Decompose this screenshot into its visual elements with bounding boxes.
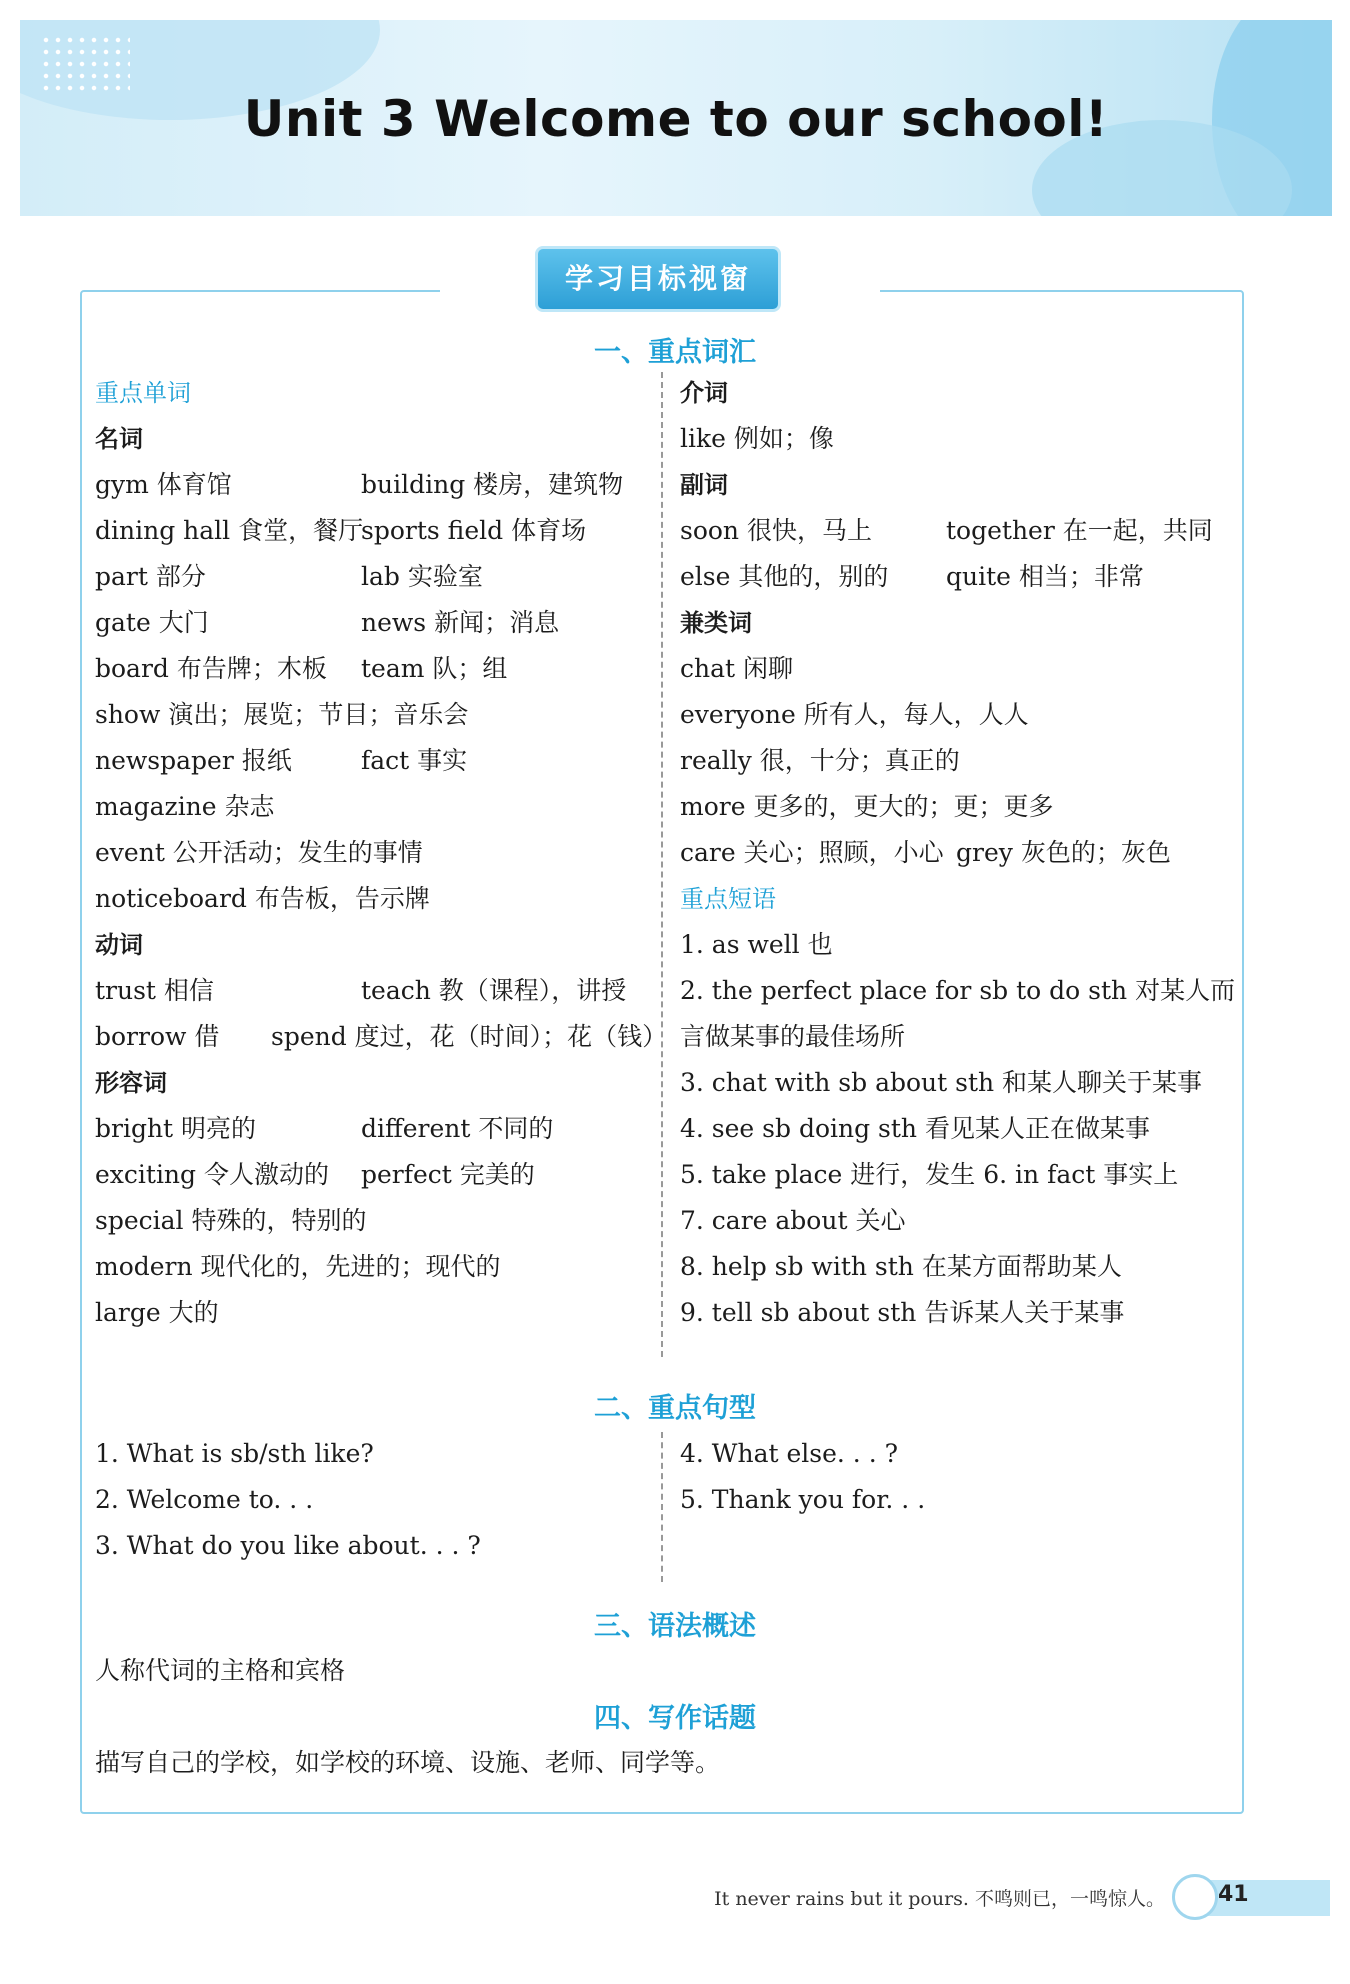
adjective-row <box>95 1290 645 1336</box>
word-entry: chat 闲聊 <box>680 654 794 683</box>
word-entry: fact 事实 <box>361 746 468 775</box>
word-entry: soon 很快，马上 <box>680 516 872 545</box>
writing-topic: 描写自己的学校，如学校的环境、设施、老师、同学等。 <box>95 1748 721 1777</box>
noun-row <box>95 462 645 508</box>
footer-proverb: It never rains but it pours. 不鸣则已，一鸣惊人。 <box>714 1888 1165 1910</box>
adjective-list <box>95 1106 645 1336</box>
word-entry: event 公开活动；发生的事情 <box>95 838 423 867</box>
multi-class-row <box>680 646 1240 692</box>
multi-class-row <box>680 784 1240 830</box>
adjective-row <box>95 1152 645 1198</box>
word-entry: show 演出；展览；节目；音乐会 <box>95 700 469 729</box>
word-entry: gate 大门 <box>95 608 209 637</box>
page-number: 41 <box>1218 1882 1249 1907</box>
phrase-item: 7. care about 关心 <box>680 1206 906 1235</box>
section-title-vocab: 一、重点词汇 <box>594 337 756 368</box>
word-entry: board 布告牌；木板 <box>95 654 327 683</box>
word-entry: lab 实验室 <box>361 562 483 591</box>
word-entry: spend 度过，花（时间）；花（钱） <box>271 1022 668 1051</box>
word-entry: borrow 借 <box>95 1022 220 1051</box>
multi-class-list <box>680 646 1240 876</box>
word-entry: everyone 所有人，每人，人人 <box>680 700 1029 729</box>
subsection-key-words: 重点单词 <box>95 379 191 407</box>
sentences-left <box>95 1431 645 1569</box>
adjective-row <box>95 1198 645 1244</box>
writing-block <box>95 1740 1195 1786</box>
word-entry: trust 相信 <box>95 976 214 1005</box>
word-entry: quite 相当；非常 <box>946 562 1144 591</box>
category-nouns: 名词 <box>95 425 143 453</box>
noun-row <box>95 508 645 554</box>
multi-class-row <box>680 692 1240 738</box>
phrase-item: 9. tell sb about sth 告诉某人关于某事 <box>680 1298 1125 1327</box>
footer-circle-icon <box>1172 1874 1218 1920</box>
word-entry: sports field 体育场 <box>361 516 587 545</box>
section-title-grammar: 三、语法概述 <box>594 1611 756 1642</box>
word-entry: really 很，十分；真正的 <box>680 746 960 775</box>
adjective-row <box>95 1244 645 1290</box>
sentences-right <box>680 1431 1230 1523</box>
word-entry: special 特殊的，特别的 <box>95 1206 367 1235</box>
verb-list <box>95 968 668 1060</box>
adverb-row <box>680 554 1240 600</box>
adjective-row <box>95 1106 645 1152</box>
word-entry: newspaper 报纸 <box>95 746 292 775</box>
word-entry: magazine 杂志 <box>95 792 275 821</box>
phrase-item: 5. take place 进行，发生 6. in fact 事实上 <box>680 1160 1179 1189</box>
word-entry: bright 明亮的 <box>95 1114 257 1143</box>
column-divider <box>661 372 663 1357</box>
multi-class-row <box>680 830 1240 876</box>
word-entry: perfect 完美的 <box>361 1160 535 1189</box>
word-entry: news 新闻；消息 <box>361 608 560 637</box>
word-entry: modern 现代化的，先进的；现代的 <box>95 1252 501 1281</box>
noun-row <box>95 646 645 692</box>
phrase-item: 3. chat with sb about sth 和某人聊关于某事 <box>680 1068 1203 1097</box>
vocab-right-column <box>680 370 1240 1336</box>
sentence-pattern: 5. Thank you for. . . <box>680 1485 926 1514</box>
sentence-pattern: 2. Welcome to. . . <box>95 1485 314 1514</box>
word-entry: large 大的 <box>95 1298 219 1327</box>
verb-row <box>95 968 645 1014</box>
sentence-pattern: 4. What else. . . ? <box>680 1439 898 1468</box>
grammar-summary: 人称代词的主格和宾格 <box>95 1656 346 1685</box>
word-entry: together 在一起，共同 <box>946 516 1213 545</box>
header-banner <box>20 20 1332 216</box>
noun-row <box>95 738 645 784</box>
sentence-pattern: 1. What is sb/sth like? <box>95 1439 374 1468</box>
noun-row <box>95 554 645 600</box>
phrase-list <box>680 922 1240 1336</box>
section-title-sentences: 二、重点句型 <box>594 1393 756 1424</box>
noun-row <box>95 830 645 876</box>
word-entry: care 关心；照顾，小心 <box>680 838 944 867</box>
category-verbs: 动词 <box>95 931 143 959</box>
noun-row <box>95 692 645 738</box>
section-badge: 学习目标视窗 <box>535 246 781 312</box>
vocab-left-column <box>95 370 668 1336</box>
word-entry: team 队；组 <box>361 654 508 683</box>
word-entry: like 例如；像 <box>680 424 834 453</box>
section-title-writing: 四、写作话题 <box>594 1703 756 1734</box>
header-dots <box>40 34 130 94</box>
multi-class-row <box>680 738 1240 784</box>
noun-row <box>95 784 645 830</box>
word-entry: noticeboard 布告板，告示牌 <box>95 884 430 913</box>
column-divider <box>661 1432 663 1582</box>
adverb-row <box>680 508 1240 554</box>
noun-row <box>95 876 645 922</box>
phrase-item: 1. as well 也 <box>680 930 833 959</box>
category-adverbs: 副词 <box>680 471 728 499</box>
phrase-item: 8. help sb with sth 在某方面帮助某人 <box>680 1252 1122 1281</box>
phrase-item: 言做某事的最佳场所 <box>680 1022 906 1051</box>
verb-row <box>95 1014 668 1060</box>
word-entry: more 更多的，更大的；更；更多 <box>680 792 1054 821</box>
word-entry: else 其他的，别的 <box>680 562 889 591</box>
sentence-pattern: 3. What do you like about. . . ? <box>95 1531 481 1560</box>
unit-title: Unit 3 Welcome to our school! <box>243 90 1109 148</box>
word-entry: grey 灰色的；灰色 <box>956 838 1171 867</box>
word-entry: dining hall 食堂，餐厅 <box>95 516 364 545</box>
word-entry: different 不同的 <box>361 1114 554 1143</box>
category-adjectives: 形容词 <box>95 1069 167 1097</box>
adverb-list <box>680 508 1240 600</box>
phrase-item: 4. see sb doing sth 看见某人正在做某事 <box>680 1114 1150 1143</box>
category-prepositions: 介词 <box>680 379 728 407</box>
category-multi-class: 兼类词 <box>680 609 752 637</box>
grammar-block <box>95 1648 1195 1694</box>
phrase-item: 2. the perfect place for sb to do sth 对某人而 <box>680 976 1236 1005</box>
word-entry: part 部分 <box>95 562 206 591</box>
subsection-key-phrases: 重点短语 <box>680 885 776 913</box>
word-entry: exciting 令人激动的 <box>95 1160 329 1189</box>
noun-list <box>95 462 645 922</box>
noun-row <box>95 600 645 646</box>
word-entry: teach 教（课程），讲授 <box>361 976 627 1005</box>
word-entry: gym 体育馆 <box>95 470 232 499</box>
word-entry: building 楼房，建筑物 <box>361 470 624 499</box>
